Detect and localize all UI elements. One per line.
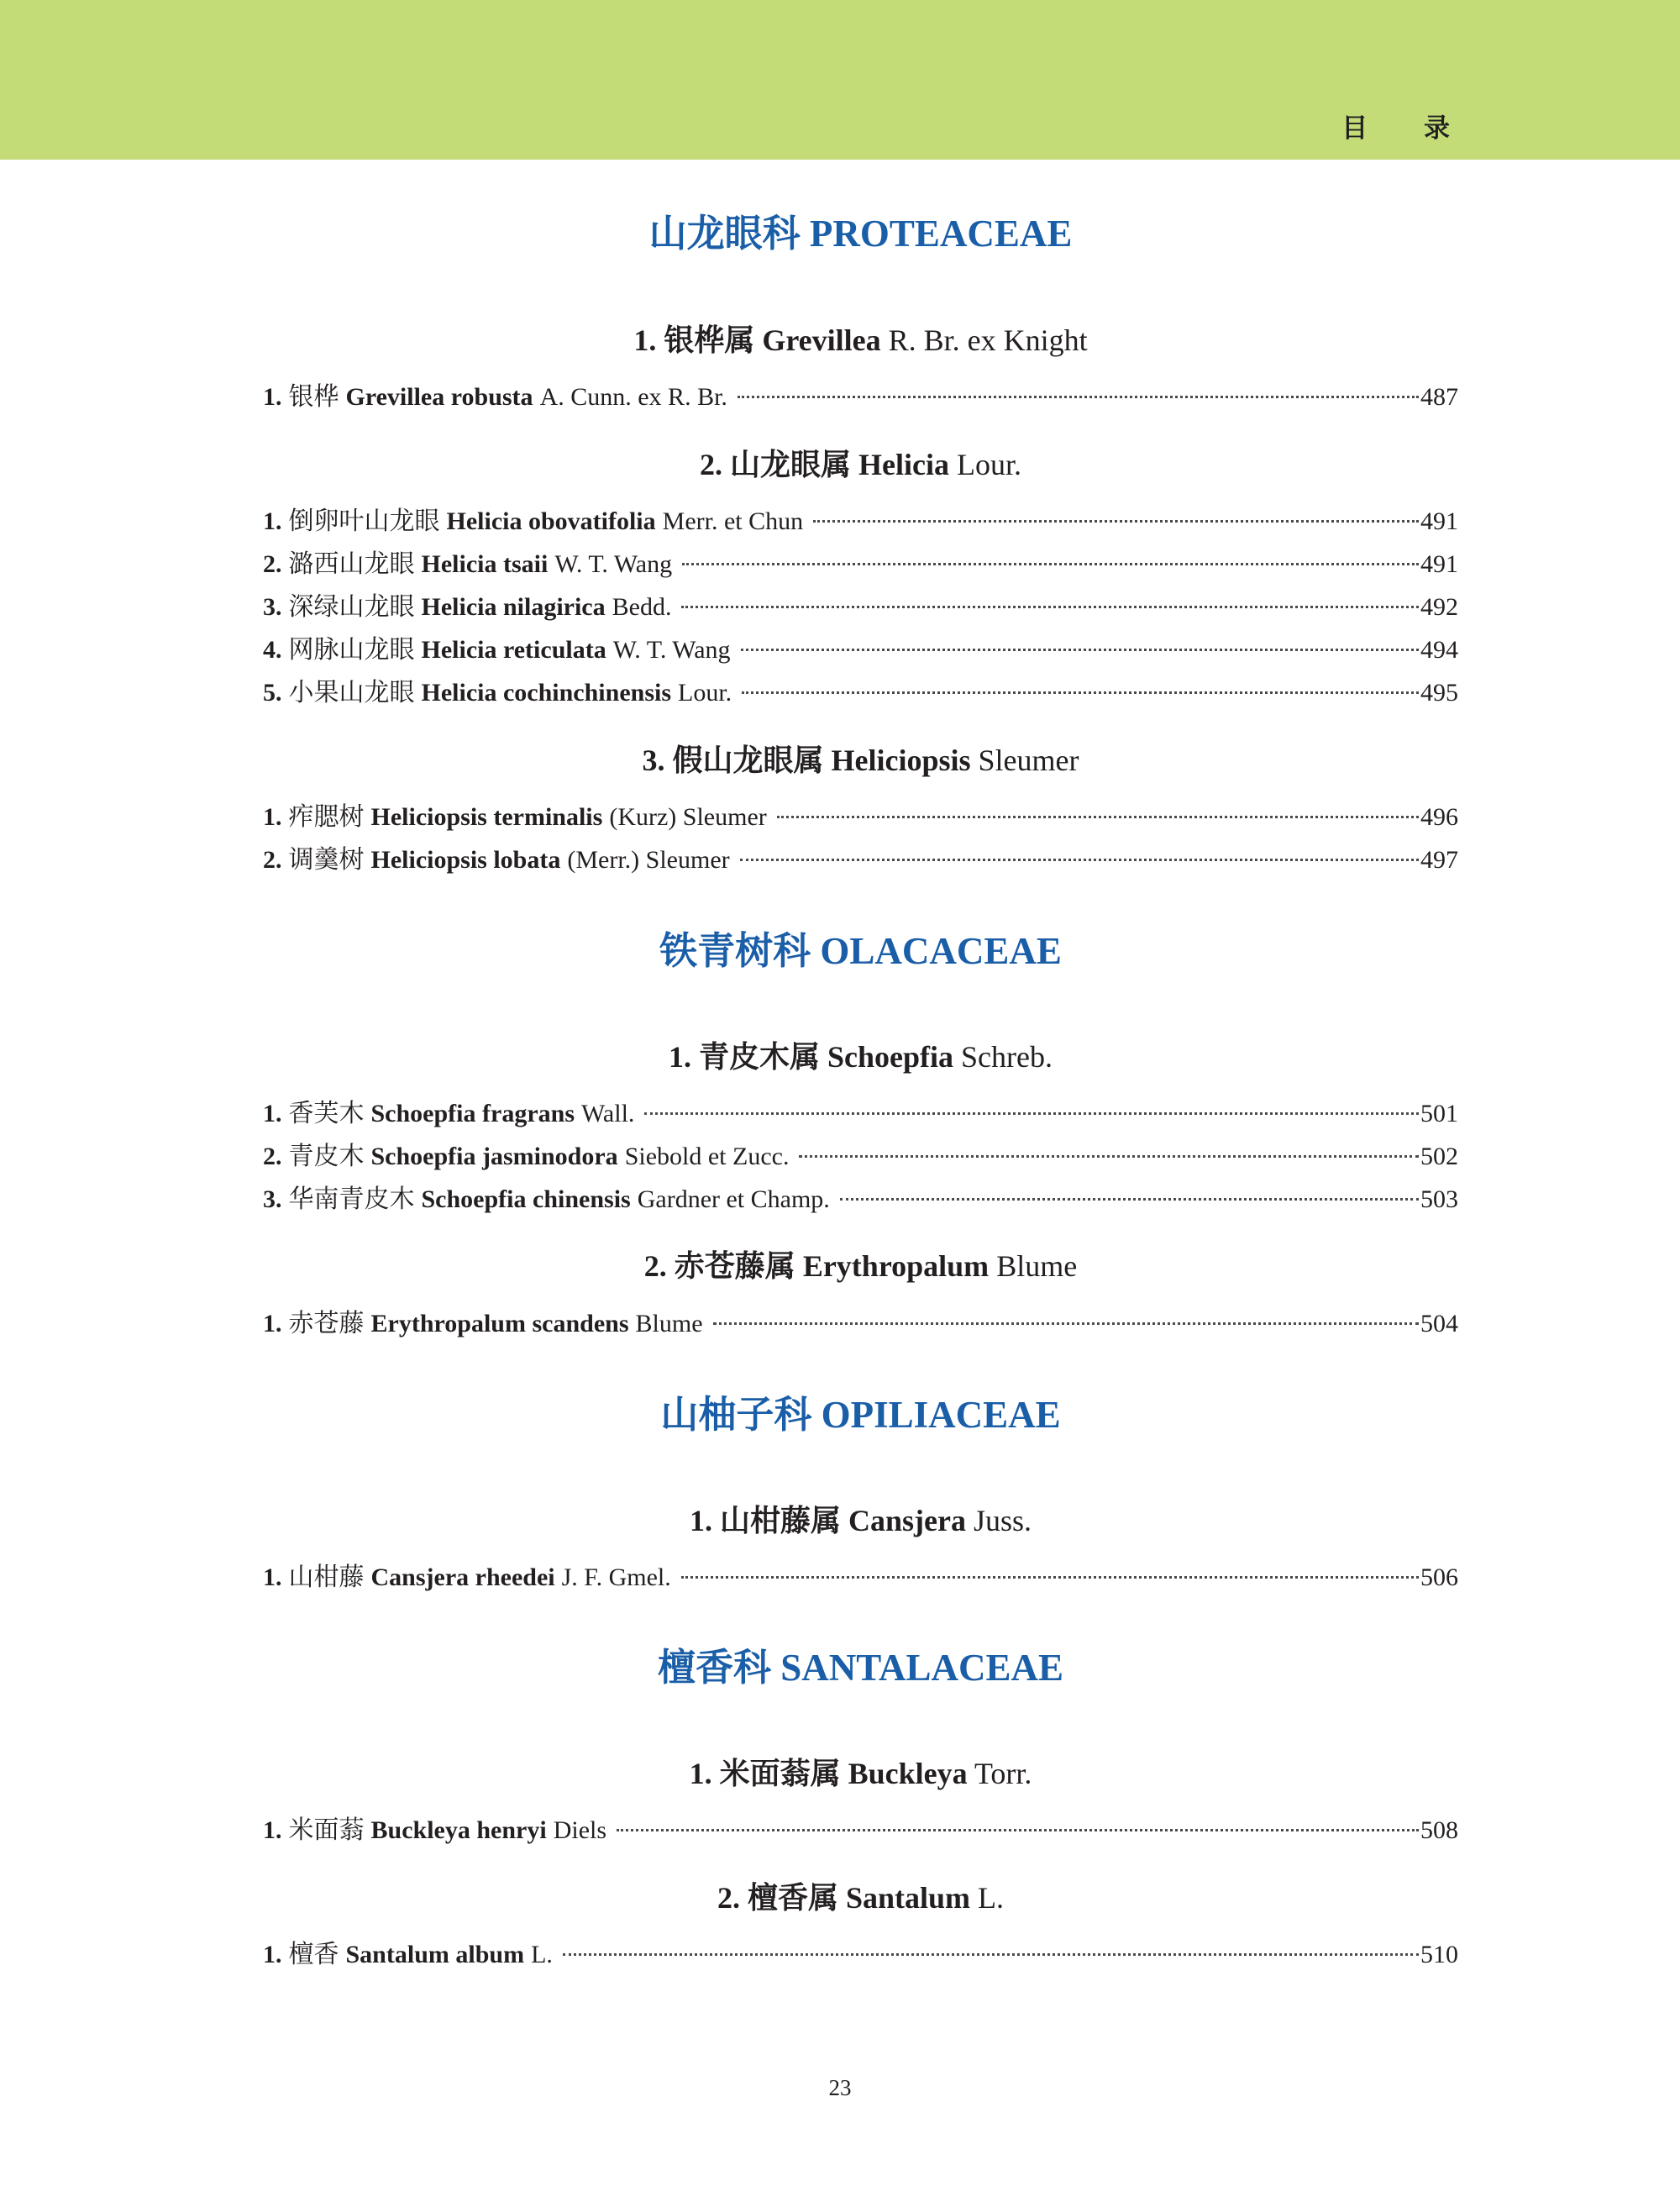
- leader-dots: [738, 396, 1419, 398]
- genus-block: [263, 1752, 1458, 1795]
- page-ref: 501: [1420, 1100, 1458, 1127]
- genus-block: [263, 444, 1458, 486]
- toc-entry[interactable]: 1. 香芙木 Schoepfia fragrans Wall. 501: [263, 1092, 1458, 1135]
- leader-dots: [840, 1198, 1419, 1201]
- leader-dots: [813, 520, 1419, 523]
- toc-entry[interactable]: 1. 痄腮树 Heliciopsis terminalis (Kurz) Sleumer 496: [263, 796, 1458, 838]
- page-ref: 491: [1420, 550, 1458, 578]
- toc-entry[interactable]: 2. 调羹树 Heliciopsis lobata (Merr.) Sleumer 497: [263, 838, 1458, 881]
- page-ref: 495: [1420, 679, 1458, 707]
- leader-dots: [682, 563, 1419, 565]
- page-ref: 508: [1420, 1816, 1458, 1844]
- toc-entry[interactable]: 1. 倒卵叶山龙眼 Helicia obovatifolia Merr. et Chun 491: [263, 500, 1458, 543]
- leader-dots: [740, 859, 1419, 861]
- family-block: [263, 1641, 1458, 1695]
- leader-dots: [617, 1829, 1419, 1831]
- genus-heading: 1. 青皮木属 Schoepfia Schreb.: [669, 1040, 1053, 1075]
- toc-entry[interactable]: 4. 网脉山龙眼 Helicia reticulata W. T. Wang 494: [263, 628, 1458, 671]
- leader-dots: [563, 1953, 1419, 1956]
- page-ref: 502: [1420, 1143, 1458, 1170]
- family-block: [263, 924, 1458, 978]
- family-heading: 檀香科 SANTALACEAE: [658, 1645, 1063, 1689]
- genus-heading: 2. 山龙眼属 Helicia Lour.: [700, 448, 1021, 482]
- genus-heading: 3. 假山龙眼属 Heliciopsis Sleumer: [642, 744, 1079, 778]
- species-list: [263, 1809, 1458, 1852]
- page-ref: 492: [1420, 593, 1458, 621]
- genus-heading: 2. 赤苍藤属 Erythropalum Blume: [643, 1249, 1078, 1284]
- species-list: [263, 1302, 1458, 1345]
- leader-dots: [713, 1322, 1419, 1325]
- genus-block: [263, 1500, 1458, 1542]
- leader-dots: [644, 1112, 1419, 1115]
- leader-dots: [777, 816, 1419, 818]
- species-list: [263, 500, 1458, 714]
- genus-block: [263, 739, 1458, 781]
- genus-block: [263, 319, 1458, 361]
- page-ref: 510: [1420, 1941, 1458, 1968]
- toc-entry[interactable]: 1. 赤苍藤 Erythropalum scandens Blume 504: [263, 1302, 1458, 1345]
- page-ref: 506: [1420, 1563, 1458, 1591]
- toc-entry[interactable]: 5. 小果山龙眼 Helicia cochinchinensis Lour. 495: [263, 671, 1458, 714]
- family-block: [263, 207, 1458, 260]
- genus-heading: 1. 米面蓊属 Buckleya Torr.: [689, 1757, 1032, 1791]
- page-ref: 504: [1420, 1310, 1458, 1337]
- toc-entry[interactable]: 2. 青皮木 Schoepfia jasminodora Siebold et Zucc. 502: [263, 1135, 1458, 1178]
- page-ref: 487: [1420, 383, 1458, 411]
- family-heading: 铁青树科 OLACACEAE: [659, 928, 1062, 973]
- toc-entry[interactable]: 1. 山柑藤 Cansjera rheedei J. F. Gmel. 506: [263, 1556, 1458, 1599]
- genus-heading: 2. 檀香属 Santalum L.: [717, 1881, 1005, 1915]
- page-ref: 491: [1420, 507, 1458, 535]
- family-heading: 山柚子科 OPILIACEAE: [660, 1392, 1061, 1437]
- page-ref: 496: [1420, 803, 1458, 831]
- leader-dots: [741, 649, 1419, 651]
- genus-heading: 1. 银桦属 Grevillea R. Br. ex Knight: [633, 323, 1088, 358]
- family-block: [263, 1388, 1458, 1442]
- family-heading: 山龙眼科 PROTEACEAE: [648, 211, 1073, 255]
- genus-block: [263, 1245, 1458, 1287]
- page-ref: 497: [1420, 846, 1458, 874]
- genus-heading: 1. 山柑藤属 Cansjera Juss.: [689, 1504, 1032, 1538]
- page-ref: 494: [1420, 636, 1458, 664]
- genus-block: [263, 1877, 1458, 1919]
- species-list: [263, 796, 1458, 881]
- toc-entry[interactable]: 1. 银桦 Grevillea robusta A. Cunn. ex R. Br. 487: [263, 376, 1458, 418]
- species-list: [263, 1556, 1458, 1599]
- leader-dots: [799, 1155, 1419, 1158]
- toc-entry[interactable]: 3. 深绿山龙眼 Helicia nilagirica Bedd. 492: [263, 586, 1458, 628]
- page-ref: 503: [1420, 1185, 1458, 1213]
- species-list: [263, 376, 1458, 418]
- page-number: 23: [828, 2075, 852, 2100]
- toc-entry[interactable]: 1. 檀香 Santalum album L. 510: [263, 1933, 1458, 1976]
- leader-dots: [681, 1576, 1419, 1579]
- species-list: [263, 1092, 1458, 1221]
- section-title: 目 录: [1341, 113, 1473, 144]
- leader-dots: [681, 606, 1419, 608]
- species-list: [263, 1933, 1458, 1976]
- toc-entry[interactable]: 3. 华南青皮木 Schoepfia chinensis Gardner et Champ. 503: [263, 1178, 1458, 1221]
- toc-entry[interactable]: 1. 米面蓊 Buckleya henryi Diels 508: [263, 1809, 1458, 1852]
- toc-entry[interactable]: 2. 潞西山龙眼 Helicia tsaii W. T. Wang 491: [263, 543, 1458, 586]
- leader-dots: [742, 691, 1419, 694]
- genus-block: [263, 1036, 1458, 1078]
